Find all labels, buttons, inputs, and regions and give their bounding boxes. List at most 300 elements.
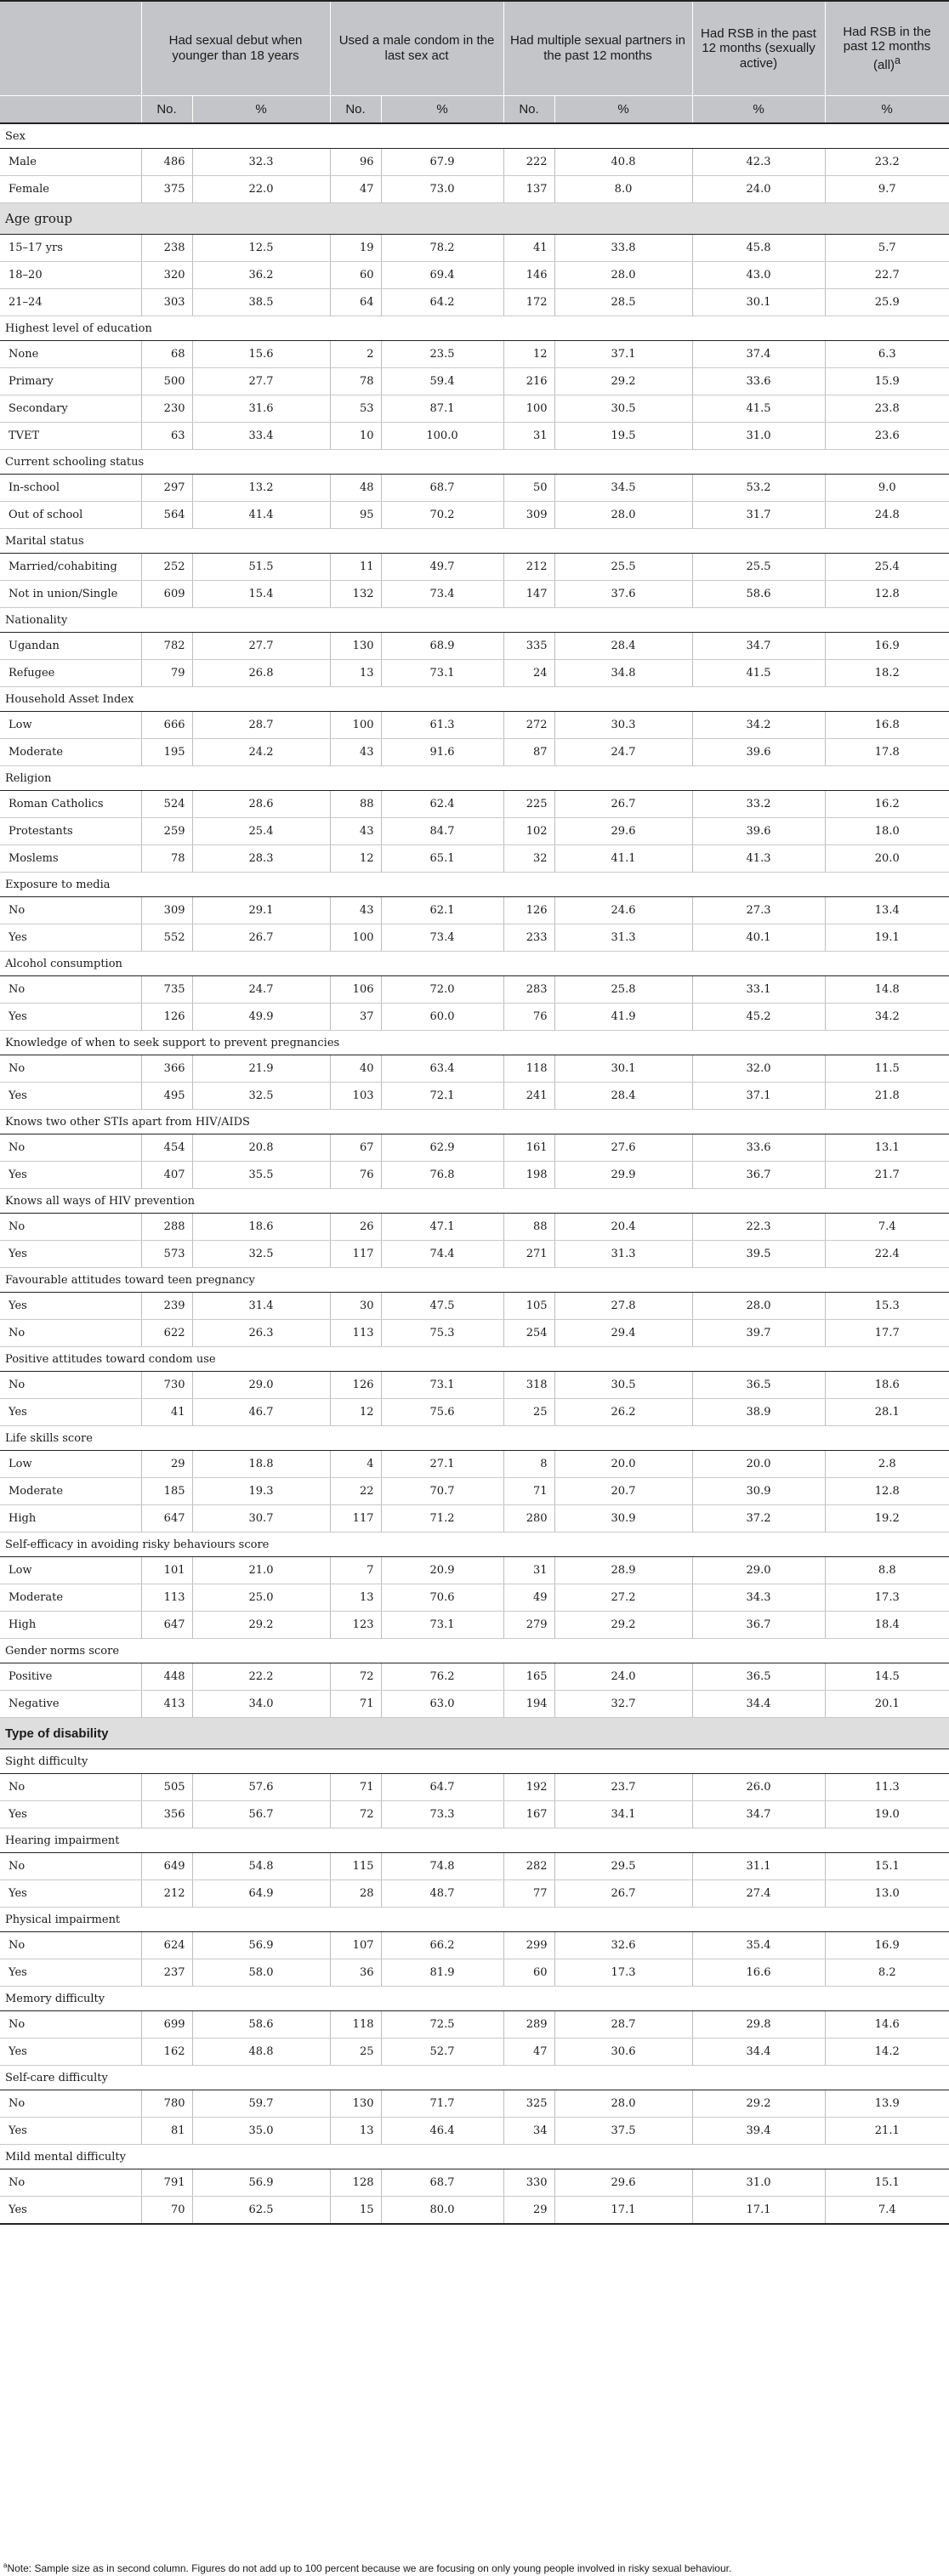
cell-condom-no: 88 [330, 791, 381, 818]
cell-condom-pct: 87.1 [381, 395, 503, 423]
row-label: 21–24 [0, 289, 141, 316]
cell-condom-pct: 62.9 [381, 1134, 503, 1162]
cell-debut-pct: 32.5 [192, 1083, 330, 1110]
row-label: Yes [0, 1293, 141, 1320]
cell-rsb-active-pct: 35.4 [692, 1932, 825, 1959]
cell-condom-no: 130 [330, 633, 381, 660]
cell-partners-pct: 41.1 [554, 845, 692, 873]
cell-debut-pct: 12.5 [192, 235, 330, 262]
cell-debut-pct: 58.6 [192, 2011, 330, 2039]
cell-debut-pct: 25.0 [192, 1584, 330, 1612]
cell-condom-pct: 68.9 [381, 633, 503, 660]
row-label: No [0, 1055, 141, 1083]
cell-partners-no: 77 [503, 1880, 554, 1908]
cell-partners-no: 233 [503, 924, 554, 952]
row-label: Moderate [0, 1584, 141, 1612]
cell-rsb-active-pct: 37.4 [692, 341, 825, 368]
cell-partners-pct: 8.0 [554, 176, 692, 203]
table-row [0, 368, 949, 395]
cell-rsb-all-pct: 14.5 [825, 1663, 949, 1691]
section-header-row [0, 1533, 949, 1557]
cell-rsb-active-pct: 33.6 [692, 368, 825, 395]
cell-partners-no: 325 [503, 2090, 554, 2118]
section-header-row [0, 1347, 949, 1372]
table-body [0, 123, 949, 2224]
table-row [0, 1880, 949, 1908]
cell-condom-pct: 60.0 [381, 1004, 503, 1031]
cell-rsb-all-pct: 21.1 [825, 2118, 949, 2145]
cell-rsb-all-pct: 18.6 [825, 1372, 949, 1399]
table-row [0, 1612, 949, 1639]
cell-rsb-active-pct: 25.5 [692, 554, 825, 581]
section-title: Highest level of education [0, 316, 949, 341]
cell-debut-no: 699 [141, 2011, 192, 2039]
cell-partners-pct: 29.9 [554, 1162, 692, 1189]
cell-debut-pct: 31.6 [192, 395, 330, 423]
cell-rsb-all-pct: 28.1 [825, 1399, 949, 1426]
cell-debut-no: 70 [141, 2197, 192, 2225]
cell-rsb-active-pct: 31.7 [692, 502, 825, 529]
cell-partners-pct: 28.4 [554, 633, 692, 660]
section-title: Type of disability [0, 1718, 949, 1749]
cell-condom-pct: 73.1 [381, 1612, 503, 1639]
header-rsb-all [825, 1, 949, 96]
cell-rsb-active-pct: 33.6 [692, 1134, 825, 1162]
cell-partners-pct: 29.6 [554, 2169, 692, 2197]
cell-debut-no: 780 [141, 2090, 192, 2118]
cell-debut-no: 320 [141, 262, 192, 289]
cell-rsb-all-pct: 22.4 [825, 1241, 949, 1268]
cell-rsb-all-pct: 21.7 [825, 1162, 949, 1189]
cell-partners-pct: 37.5 [554, 2118, 692, 2145]
cell-condom-pct: 66.2 [381, 1932, 503, 1959]
section-header-row [0, 766, 949, 791]
table-row [0, 1959, 949, 1987]
cell-debut-pct: 33.4 [192, 423, 330, 450]
cell-condom-no: 11 [330, 554, 381, 581]
table-row [0, 554, 949, 581]
cell-rsb-active-pct: 34.3 [692, 1584, 825, 1612]
cell-rsb-active-pct: 45.2 [692, 1004, 825, 1031]
cell-condom-pct: 47.5 [381, 1293, 503, 1320]
table-row [0, 1372, 949, 1399]
cell-debut-no: 448 [141, 1663, 192, 1691]
cell-condom-no: 107 [330, 1932, 381, 1959]
cell-partners-pct: 30.1 [554, 1055, 692, 1083]
cell-condom-pct: 48.7 [381, 1880, 503, 1908]
row-label: No [0, 1853, 141, 1880]
cell-condom-pct: 64.7 [381, 1774, 503, 1801]
row-label: No [0, 1932, 141, 1959]
row-label: No [0, 1134, 141, 1162]
section-header-row [0, 1749, 949, 1774]
cell-rsb-all-pct: 17.3 [825, 1584, 949, 1612]
row-label: Low [0, 712, 141, 739]
cell-condom-pct: 74.4 [381, 1241, 503, 1268]
cell-condom-pct: 76.8 [381, 1162, 503, 1189]
cell-partners-no: 8 [503, 1451, 554, 1478]
cell-rsb-all-pct: 15.3 [825, 1293, 949, 1320]
cell-partners-no: 31 [503, 423, 554, 450]
cell-partners-pct: 30.6 [554, 2039, 692, 2066]
cell-partners-pct: 20.4 [554, 1214, 692, 1241]
cell-partners-pct: 25.5 [554, 554, 692, 581]
cell-debut-pct: 24.2 [192, 739, 330, 766]
cell-rsb-all-pct: 21.8 [825, 1083, 949, 1110]
cell-rsb-all-pct: 12.8 [825, 1478, 949, 1505]
table-row [0, 289, 949, 316]
cell-debut-no: 79 [141, 660, 192, 687]
cell-partners-no: 126 [503, 897, 554, 924]
cell-condom-no: 28 [330, 1880, 381, 1908]
cell-debut-pct: 56.9 [192, 2169, 330, 2197]
table-row [0, 1320, 949, 1347]
cell-partners-pct: 30.5 [554, 1372, 692, 1399]
cell-debut-no: 407 [141, 1162, 192, 1189]
cell-rsb-active-pct: 32.0 [692, 1055, 825, 1083]
cell-debut-no: 505 [141, 1774, 192, 1801]
cell-debut-no: 730 [141, 1372, 192, 1399]
cell-debut-pct: 51.5 [192, 554, 330, 581]
cell-rsb-active-pct: 29.2 [692, 2090, 825, 2118]
cell-condom-pct: 91.6 [381, 739, 503, 766]
cell-condom-pct: 70.7 [381, 1478, 503, 1505]
section-header-row [0, 450, 949, 475]
cell-debut-pct: 32.5 [192, 1241, 330, 1268]
cell-condom-no: 12 [330, 845, 381, 873]
cell-partners-pct: 31.3 [554, 924, 692, 952]
row-label: Yes [0, 1801, 141, 1828]
cell-condom-no: 60 [330, 262, 381, 289]
cell-debut-pct: 21.0 [192, 1557, 330, 1584]
subheader-percent: % [381, 96, 503, 124]
cell-debut-pct: 34.0 [192, 1691, 330, 1718]
cell-debut-no: 735 [141, 976, 192, 1004]
section-header-row [0, 2145, 949, 2169]
cell-debut-pct: 32.3 [192, 149, 330, 176]
row-label: No [0, 2011, 141, 2039]
cell-debut-pct: 18.8 [192, 1451, 330, 1478]
table-row [0, 976, 949, 1004]
cell-rsb-active-pct: 42.3 [692, 149, 825, 176]
cell-partners-no: 272 [503, 712, 554, 739]
cell-partners-no: 102 [503, 818, 554, 845]
table-row [0, 897, 949, 924]
row-label: Moderate [0, 1478, 141, 1505]
cell-condom-no: 128 [330, 2169, 381, 2197]
cell-partners-pct: 20.7 [554, 1478, 692, 1505]
table-row [0, 1399, 949, 1426]
cell-debut-pct: 35.5 [192, 1162, 330, 1189]
cell-rsb-all-pct: 20.1 [825, 1691, 949, 1718]
cell-partners-no: 335 [503, 633, 554, 660]
cell-partners-no: 137 [503, 176, 554, 203]
cell-partners-pct: 26.7 [554, 791, 692, 818]
cell-condom-no: 100 [330, 712, 381, 739]
subheader-blank [0, 96, 141, 124]
cell-condom-pct: 68.7 [381, 2169, 503, 2197]
section-header-row [0, 1426, 949, 1451]
cell-condom-no: 113 [330, 1320, 381, 1347]
cell-condom-no: 118 [330, 2011, 381, 2039]
cell-partners-no: 34 [503, 2118, 554, 2145]
cell-condom-no: 36 [330, 1959, 381, 1987]
cell-condom-no: 13 [330, 2118, 381, 2145]
header-rsb-all-footnote-mark: a [895, 54, 901, 66]
cell-debut-no: 162 [141, 2039, 192, 2066]
cell-debut-no: 41 [141, 1399, 192, 1426]
cell-debut-no: 252 [141, 554, 192, 581]
cell-rsb-all-pct: 25.4 [825, 554, 949, 581]
cell-condom-no: 19 [330, 235, 381, 262]
cell-debut-pct: 56.7 [192, 1801, 330, 1828]
subheader-percent: % [692, 96, 825, 124]
section-title: Memory difficulty [0, 1987, 949, 2011]
cell-partners-no: 60 [503, 1959, 554, 1987]
section-header-row [0, 1189, 949, 1214]
cell-partners-pct: 34.5 [554, 475, 692, 502]
cell-condom-pct: 84.7 [381, 818, 503, 845]
cell-condom-pct: 69.4 [381, 262, 503, 289]
cell-condom-pct: 75.3 [381, 1320, 503, 1347]
section-header-row [0, 1908, 949, 1932]
cell-rsb-all-pct: 6.3 [825, 341, 949, 368]
cell-condom-no: 26 [330, 1214, 381, 1241]
table-row [0, 2169, 949, 2197]
cell-debut-no: 552 [141, 924, 192, 952]
section-title: Physical impairment [0, 1908, 949, 1932]
cell-partners-pct: 27.6 [554, 1134, 692, 1162]
cell-partners-no: 172 [503, 289, 554, 316]
cell-debut-pct: 54.8 [192, 1853, 330, 1880]
table-row [0, 1505, 949, 1533]
table-row [0, 1557, 949, 1584]
cell-partners-pct: 19.5 [554, 423, 692, 450]
cell-rsb-active-pct: 36.5 [692, 1663, 825, 1691]
row-label: Yes [0, 924, 141, 952]
cell-rsb-active-pct: 39.6 [692, 818, 825, 845]
cell-partners-no: 299 [503, 1932, 554, 1959]
cell-debut-no: 622 [141, 1320, 192, 1347]
cell-debut-no: 230 [141, 395, 192, 423]
cell-partners-pct: 29.5 [554, 1853, 692, 1880]
cell-partners-no: 192 [503, 1774, 554, 1801]
cell-rsb-active-pct: 34.2 [692, 712, 825, 739]
row-label: Positive [0, 1663, 141, 1691]
row-label: Moslems [0, 845, 141, 873]
cell-condom-no: 126 [330, 1372, 381, 1399]
row-label: No [0, 2090, 141, 2118]
cell-condom-no: 47 [330, 176, 381, 203]
cell-rsb-all-pct: 14.6 [825, 2011, 949, 2039]
cell-debut-no: 486 [141, 149, 192, 176]
section-header-row [0, 1268, 949, 1293]
table-row [0, 1478, 949, 1505]
table-row [0, 1801, 949, 1828]
cell-condom-pct: 100.0 [381, 423, 503, 450]
cell-debut-no: 63 [141, 423, 192, 450]
footnote-text: Note: Sample size as in second column. Figures do not add up to 100 percent because we are focusing on only young people involved in risky sexual behaviour. [7, 2562, 732, 2574]
cell-condom-no: 37 [330, 1004, 381, 1031]
cell-partners-pct: 40.8 [554, 149, 692, 176]
row-label: No [0, 976, 141, 1004]
table-row [0, 2090, 949, 2118]
cell-partners-pct: 28.0 [554, 502, 692, 529]
cell-rsb-all-pct: 16.8 [825, 712, 949, 739]
cell-debut-no: 356 [141, 1801, 192, 1828]
cell-condom-no: 71 [330, 1774, 381, 1801]
cell-rsb-active-pct: 26.0 [692, 1774, 825, 1801]
cell-partners-pct: 17.1 [554, 2197, 692, 2225]
cell-condom-pct: 78.2 [381, 235, 503, 262]
cell-partners-pct: 28.0 [554, 262, 692, 289]
cell-rsb-all-pct: 22.7 [825, 262, 949, 289]
cell-debut-no: 495 [141, 1083, 192, 1110]
row-label: Out of school [0, 502, 141, 529]
cell-debut-pct: 31.4 [192, 1293, 330, 1320]
cell-condom-no: 78 [330, 368, 381, 395]
cell-partners-no: 165 [503, 1663, 554, 1691]
cell-debut-pct: 22.2 [192, 1663, 330, 1691]
table-row [0, 633, 949, 660]
cell-rsb-all-pct: 8.8 [825, 1557, 949, 1584]
cell-partners-pct: 24.7 [554, 739, 692, 766]
table-row [0, 1584, 949, 1612]
cell-partners-pct: 30.9 [554, 1505, 692, 1533]
cell-rsb-all-pct: 23.6 [825, 423, 949, 450]
cell-rsb-active-pct: 31.0 [692, 2169, 825, 2197]
table-row [0, 1663, 949, 1691]
header-rsb-sexually-active: Had RSB in the past 12 months (sexually active) [692, 1, 825, 96]
table-row [0, 1134, 949, 1162]
table-row [0, 176, 949, 203]
row-label: 18–20 [0, 262, 141, 289]
cell-debut-no: 649 [141, 1853, 192, 1880]
cell-condom-no: 96 [330, 149, 381, 176]
cell-rsb-all-pct: 23.8 [825, 395, 949, 423]
cell-rsb-all-pct: 16.9 [825, 633, 949, 660]
cell-rsb-all-pct: 16.2 [825, 791, 949, 818]
cell-rsb-active-pct: 27.4 [692, 1880, 825, 1908]
cell-debut-pct: 57.6 [192, 1774, 330, 1801]
cell-debut-no: 185 [141, 1478, 192, 1505]
table-row [0, 423, 949, 450]
section-header-row [0, 2066, 949, 2090]
cell-partners-pct: 27.8 [554, 1293, 692, 1320]
cell-partners-no: 87 [503, 739, 554, 766]
section-header-row [0, 203, 949, 235]
cell-debut-pct: 62.5 [192, 2197, 330, 2225]
cell-partners-no: 198 [503, 1162, 554, 1189]
cell-debut-no: 375 [141, 176, 192, 203]
table-row [0, 1293, 949, 1320]
table-row [0, 791, 949, 818]
cell-partners-pct: 28.4 [554, 1083, 692, 1110]
cell-rsb-all-pct: 14.2 [825, 2039, 949, 2066]
cell-debut-pct: 26.3 [192, 1320, 330, 1347]
cell-condom-pct: 65.1 [381, 845, 503, 873]
cell-condom-pct: 71.7 [381, 2090, 503, 2118]
cell-condom-no: 117 [330, 1241, 381, 1268]
cell-debut-no: 666 [141, 712, 192, 739]
cell-debut-no: 126 [141, 1004, 192, 1031]
cell-rsb-active-pct: 22.3 [692, 1214, 825, 1241]
cell-rsb-active-pct: 33.2 [692, 791, 825, 818]
cell-rsb-active-pct: 37.1 [692, 1083, 825, 1110]
cell-debut-no: 212 [141, 1880, 192, 1908]
header-rsb-all-text: Had RSB in the past 12 months (all) [843, 24, 931, 72]
row-label: Yes [0, 2118, 141, 2145]
header-sexual-debut: Had sexual debut when younger than 18 years [141, 1, 330, 96]
section-header-row [0, 1110, 949, 1134]
cell-partners-pct: 28.7 [554, 2011, 692, 2039]
row-label: Yes [0, 1241, 141, 1268]
cell-condom-pct: 62.1 [381, 897, 503, 924]
cell-partners-pct: 30.5 [554, 395, 692, 423]
row-label: No [0, 1320, 141, 1347]
cell-partners-pct: 28.5 [554, 289, 692, 316]
cell-debut-no: 647 [141, 1505, 192, 1533]
cell-rsb-active-pct: 39.5 [692, 1241, 825, 1268]
cell-condom-pct: 61.3 [381, 712, 503, 739]
table-row [0, 2039, 949, 2066]
cell-partners-no: 147 [503, 581, 554, 608]
cell-rsb-all-pct: 11.5 [825, 1055, 949, 1083]
cell-partners-pct: 34.1 [554, 1801, 692, 1828]
cell-condom-no: 43 [330, 897, 381, 924]
cell-rsb-active-pct: 36.7 [692, 1612, 825, 1639]
cell-partners-pct: 28.0 [554, 2090, 692, 2118]
cell-partners-pct: 24.6 [554, 897, 692, 924]
cell-rsb-active-pct: 43.0 [692, 262, 825, 289]
cell-debut-pct: 49.9 [192, 1004, 330, 1031]
table-row [0, 149, 949, 176]
cell-partners-pct: 32.7 [554, 1691, 692, 1718]
cell-debut-pct: 35.0 [192, 2118, 330, 2145]
cell-partners-no: 41 [503, 235, 554, 262]
cell-partners-no: 216 [503, 368, 554, 395]
cell-condom-pct: 59.4 [381, 368, 503, 395]
cell-debut-pct: 28.7 [192, 712, 330, 739]
cell-condom-no: 43 [330, 818, 381, 845]
cell-condom-pct: 63.0 [381, 1691, 503, 1718]
cell-condom-no: 12 [330, 1399, 381, 1426]
table-row [0, 475, 949, 502]
cell-rsb-all-pct: 7.4 [825, 2197, 949, 2225]
cell-partners-no: 32 [503, 845, 554, 873]
cell-debut-no: 454 [141, 1134, 192, 1162]
cell-rsb-active-pct: 20.0 [692, 1451, 825, 1478]
subheader-percent: % [825, 96, 949, 124]
cell-condom-no: 67 [330, 1134, 381, 1162]
cell-partners-no: 50 [503, 475, 554, 502]
cell-condom-no: 2 [330, 341, 381, 368]
cell-condom-no: 25 [330, 2039, 381, 2066]
section-title: Household Asset Index [0, 687, 949, 712]
header-row-titles [0, 1, 949, 96]
cell-debut-no: 288 [141, 1214, 192, 1241]
header-multiple-partners: Had multiple sexual partners in the past 12 months [503, 1, 692, 96]
cell-condom-pct: 49.7 [381, 554, 503, 581]
section-header-row [0, 123, 949, 149]
cell-rsb-active-pct: 34.4 [692, 2039, 825, 2066]
cell-partners-no: 225 [503, 791, 554, 818]
cell-partners-pct: 28.9 [554, 1557, 692, 1584]
cell-debut-no: 195 [141, 739, 192, 766]
cell-condom-pct: 70.2 [381, 502, 503, 529]
cell-debut-no: 101 [141, 1557, 192, 1584]
cell-partners-no: 161 [503, 1134, 554, 1162]
